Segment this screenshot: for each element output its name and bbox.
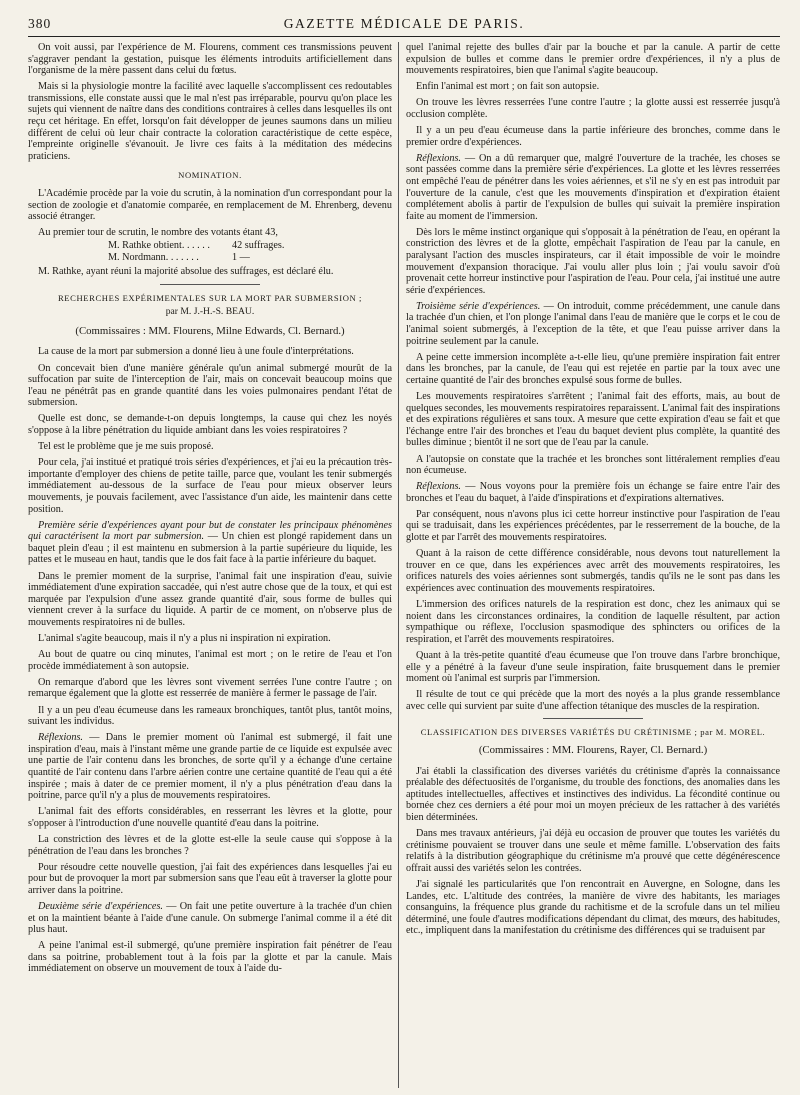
- paragraph-text: — On a dû remarquer que, malgré l'ouverture de la trachée, les choses se sont passées comme dans la première série d'expériences. La glotte et les lèvres resserrées ont empêché l'eau de pénétrer dans les voies aériennes, et s'il ne s'y en est pas introduit par l'ouverture de la canule, c'est que les mouvements d'inspiration et d'expiration étaient complétement abolis à partir de l'expulsion de bulles qui suivait la première inspiration faite au moment de l'immersion.: [406, 152, 780, 222]
- right-column: [406, 42, 780, 1088]
- paragraph: Il y a un peu d'eau écumeuse dans la partie inférieure des bronches, comme dans le premier ordre d'expériences.: [406, 125, 780, 148]
- paragraph: Les mouvements respiratoires s'arrêtent ; l'animal fait des efforts, mais, au bout de quelques secondes, les mouvements respiratoires reparaissent. L'animal fait des inspirations et des expirations régulières et sans toux. A mesure que cette expiration d'eau se fait et que l'échange entre l'air des bronches et l'eau du baquet devient plus complète, la quantité des bulles diminue ; bientôt il ne sort que de l'eau par la canule.: [406, 391, 780, 449]
- italic-lead: Troisième série d'expériences.: [416, 300, 541, 312]
- paragraph: Dès lors le même instinct organique qui s'opposait à la pénétration de l'eau, en opérant la constriction des lèvres et de la glotte, empêchait l'aspiration de l'eau par la canule, en paralysant l'action des muscles inspirateurs, car il était impossible de voir le moindre mouvement d'expansion thoracique. J'ai voulu aller plus loin ; j'ai voulu savoir d'où provenait cette horreur instinctive pour l'aspiration de l'eau. Pour cela, j'ai institué une autre série d'expériences.: [406, 226, 780, 296]
- paragraph: Au premier tour de scrutin, le nombre des votants étant 43,: [38, 227, 278, 239]
- paragraph: A l'autopsie on constate que la trachée et les bronches sont littéralement remplies d'eau non écumeuse.: [406, 453, 780, 477]
- paragraph: Enfin l'animal est mort ; on fait son autopsie.: [416, 81, 600, 93]
- paragraph-text: — On fait une petite ouverture à la trachée d'un chien et on la maintient béante à l'aide d'une canule. On submerge l'animal comme il a été dit plus haut.: [28, 900, 392, 936]
- paragraph: On voit aussi, par l'expérience de M. Flourens, comment ces transmissions peuvent s'aggraver pendant la gestation, puisque les éléments introduits artificiellement dans l'organisme de la mère passent dans celui du fœtus.: [28, 42, 392, 77]
- italic-lead: Réflexions.: [38, 732, 83, 744]
- paragraph-text: — On introduit, comme précédemment, une canule dans la trachée d'un chien, et l'on plonge l'animal dans l'eau de manière que le corps et le cou de l'animal soient submergés, à l'exception de la tête, et que l'eau puisse arriver dans la poitrine seulement par la canule.: [406, 300, 780, 347]
- paragraph-text: — Nous voyons pour la première fois un échange se faire entre l'air des bronches et l'eau du baquet, à l'aide d'inspirations et d'expirations alternatives.: [406, 481, 780, 504]
- italic-lead: Réflexions.: [416, 152, 461, 164]
- paragraph: [406, 481, 780, 504]
- paragraph: Quelle est donc, se demande-t-on depuis longtemps, la cause qui chez les noyés s'oppose à la libre pénétration du liquide ambiant dans les voies respiratoires ?: [28, 413, 392, 437]
- left-column: [28, 42, 392, 1088]
- section-title-nomination: NOMINATION.: [178, 170, 242, 181]
- paragraph: [28, 901, 392, 936]
- paragraph: La constriction des lèvres et de la glotte est-elle la seule cause qui s'oppose à la pénétration de l'eau dans les bronches ?: [28, 833, 392, 857]
- paragraph: On concevait bien d'une manière générale qu'un animal submergé mourût de la suffocation par suite de l'interception de l'air, mais on concevait beaucoup moins que l'eau ne pénétrât pas en grande quantité dans les voies pulmonaires pendant l'état de submersion.: [28, 362, 392, 409]
- section-title-classification: CLASSIFICATION DES DIVERSES VARIÉTÉS DU CRÉTINISME ; par M. MOREL.: [420, 727, 766, 738]
- section-author: par M. J.-H.-S. BEAU.: [165, 306, 255, 318]
- paragraph: Par conséquent, nous n'avons plus ici cette horreur instinctive pour l'aspiration de l'eau qui se traduisait, dans les expériences précédentes, par le resserrement de la bouche, de la glotte et par l'arrêt des mouvements respiratoires.: [406, 508, 780, 544]
- paragraph-text: — Dans le premier moment où l'animal est submergé, il fait une inspiration d'eau, mais à l'instant même une grande partie de ce liquide est expulsée avec une partie de l'air contenu dans les bronches, de sorte qu'il y a échange d'une certaine quantité de l'air contenu dans l'arbre aérien contre une certaine quantité de l'eau qui a été inspirée ; mais à dater de ce premier moment, il n'y a plus pénétration d'eau dans la poitrine, parce qu'il n'y a plus de mouvements respiratoires.: [28, 732, 392, 802]
- vote-row: [28, 252, 392, 264]
- paragraph: Pour cela, j'ai institué et pratiqué trois séries d'expériences, et j'ai eu la précaution très-importante d'employer des chiens de petite taille, parce que, voulant les tenir submergés immédiatement au-dessous de la surface de l'eau pour mieux observer leurs mouvements, je pouvais facilement, avec l'assistance d'un aide, les maintenir dans cette position.: [28, 457, 392, 515]
- paragraph: A peine cette immersion incomplète a-t-elle lieu, qu'une première inspiration fait entrer dans les bronches, par la canule, de l'eau qui est rejetée en partie par la toux avec une certaine quantité de l'air des bronches expulsé sous forme de bulles.: [406, 351, 780, 386]
- paragraph: L'animal fait des efforts considérables, en resserrant les lèvres et la glotte, pour s'opposer à l'introduction d'une nouvelle quantité d'eau dans la poitrine.: [28, 806, 392, 829]
- vote-count: 42 suffrages.: [232, 239, 285, 251]
- vote-row: [28, 240, 392, 252]
- paragraph: L'Académie procède par la voie du scrutin, à la nomination d'un correspondant pour la section de zoologie et d'anatomie comparée, en remplacement de M. Ehrenberg, devenu associé étranger.: [28, 188, 392, 223]
- paragraph: La cause de la mort par submersion a donné lieu à une foule d'interprétations.: [38, 346, 354, 358]
- paragraph: Il y a un peu d'eau écumeuse dans les rameaux bronchiques, tantôt plus, tantôt moins, suivant les individus.: [28, 704, 392, 728]
- paragraph: J'ai établi la classification des diverses variétés du crétinisme d'après la connaissance préalable des défectuosités de l'organisme, du trouble des fonctions, des anomalies dans les aptitudes intellectuelles, affectives et instinctives des individus. La fécondité continue ou bornée chez ces derniers a été pour moi un moyen précieux de les rattacher à des variétés bien déterminées.: [406, 765, 780, 823]
- commissioners-line: (Commissaires : MM. Flourens, Milne Edwards, Cl. Bernard.): [75, 324, 345, 337]
- paragraph: [406, 301, 780, 347]
- paragraph: A peine l'animal est-il submergé, qu'une première inspiration fait pénétrer de l'eau dans sa poitrine, probablement tout à la fois par la glotte et par la canule. Mais immédiatement on observe un mouvement de toux à l'aide du-: [28, 940, 392, 975]
- vote-count: 1 —: [232, 251, 250, 263]
- paragraph: [28, 732, 392, 802]
- section-rule: [543, 718, 643, 719]
- page-number: 380: [28, 16, 52, 31]
- paragraph: L'immersion des orifices naturels de la respiration est donc, chez les animaux qui se noient dans les circonstances ordinaires, la condition de laquelle résultent, par action sympathique ou réflexe, l'occlusion spasmodique des sphincters ou orifices de la respiration, et l'arrêt des mouvements respiratoires.: [406, 599, 780, 645]
- italic-lead: Première série d'expériences ayant pour but de constater les principaux phénomènes qui caractérisent la mort par submersion.: [28, 519, 392, 543]
- paragraph: Dans le premier moment de la surprise, l'animal fait une inspiration d'eau, suivie immédiatement d'une expiration saccadée, qui n'est autre chose que de la toux, et qui est marquée par l'expulsion d'une assez grande quantité d'air, sous forme de bulles qui viennent crever à la surface du liquide. A partir de ce moment, on n'observe plus de mouvements respiratoires ni de bulles.: [28, 570, 392, 628]
- paragraph: On remarque d'abord que les lèvres sont vivement serrées l'une contre l'autre ; on remarque également que la glotte est resserrée de manière à fermer le passage de l'air.: [28, 676, 392, 700]
- paragraph: [28, 520, 392, 566]
- paragraph: Au bout de quatre ou cinq minutes, l'animal est mort ; on le retire de l'eau et l'on procède immédiatement à son autopsie.: [28, 649, 392, 672]
- section-title-research: RECHERCHES EXPÉRIMENTALES SUR LA MORT PAR SUBMERSION ;: [57, 292, 363, 303]
- journal-title: GAZETTE MÉDICALE DE PARIS.: [283, 16, 525, 31]
- running-header: [28, 14, 780, 37]
- paragraph: quel l'animal rejette des bulles d'air par la bouche et par la canule. A partir de cette expulsion de bulles et comme dans le premier ordre d'expériences, il n'y a plus de mouvements respiratoires, bien que l'animal s'agite beaucoup.: [406, 42, 780, 77]
- commissioners-line: (Commissaires : MM. Flourens, Rayer, Cl. Bernard.): [478, 743, 708, 756]
- paragraph: Dans mes travaux antérieurs, j'ai déjà eu occasion de prouver que toutes les variétés du crétinisme pouvaient se trouver dans une seule et même famille. L'observation des faits relatifs à la distribution géographique du crétinisme m'a prouvé que cette dégénérescence offrait aussi des variétés selon les contrées.: [406, 828, 780, 874]
- paragraph: Il résulte de tout ce qui précède que la mort des noyés a la plus grande ressemblance avec celle qui survient par suite d'une affection tétanique des muscles de la respiration.: [406, 689, 780, 712]
- paragraph: On trouve les lèvres resserrées l'une contre l'autre ; la glotte aussi est resserrée jusqu'à occlusion complète.: [406, 97, 780, 120]
- paragraph: Quant à la raison de cette différence considérable, nous devons tout naturellement la trouver en ce que, dans les expériences avec arrêt des mouvements respiratoires, les orifices naturels des voies aériennes sont submergés, tandis qu'ils ne le sont pas dans les expériences avec continuation des mouvements respiratoires.: [406, 548, 780, 594]
- paragraph: Tel est le problème que je me suis proposé.: [38, 441, 214, 453]
- italic-lead: Réflexions.: [416, 481, 461, 493]
- paragraph: Quant à la très-petite quantité d'eau écumeuse que l'on trouve dans l'arbre bronchique, elle y a pénétré à la faveur d'une seule inspiration, faite brusquement dans le premier moment où l'animal est surpris par l'immersion.: [406, 649, 780, 685]
- paragraph: [406, 153, 780, 223]
- paragraph: L'animal s'agite beaucoup, mais il n'y a plus ni inspiration ni expiration.: [38, 633, 331, 645]
- paragraph: Mais si la physiologie montre la facilité avec laquelle s'accomplissent ces redoutables transmissions, elle constate aussi que le mal n'est pas irréparable, pourvu qu'on place les sujets qui viennent de naître dans des conditions contraires à celles dans lesquelles ils ont reçu cet héritage. En effet, lorsqu'on fait développer de jeunes saumons dans un milieu différent de celui où leur chair contracte la coloration caractéristique de cette espèce, l'empreinte originelle s'évanouit. Je livre ces faits à la méditation des médecins praticiens.: [28, 81, 392, 162]
- vote-candidate: M. Nordmann. . . . . . .: [108, 251, 199, 263]
- column-divider: [398, 42, 399, 1088]
- section-rule: [160, 284, 260, 285]
- paragraph: J'ai signalé les particularités que l'on rencontrait en Auvergne, en Sologne, dans les Landes, etc. L'altitude des contrées, la manière de vivre des habitants, les mariages consanguins, la fréquence plus grande du rachitisme et de la scrofule dans un tel milieu déterminé, une foule d'autres modifications dépendant du climat, des mœurs, des habitudes, etc., impliquent dans la manifestation du crétinisme des différences qui se traduisent par: [406, 878, 780, 937]
- italic-lead: Deuxième série d'expériences.: [38, 900, 163, 912]
- paragraph: Pour résoudre cette nouvelle question, j'ai fait des expériences dans lesquelles j'ai eu pour but de provoquer la mort par submersion sans que l'eau eût à traverser la glotte pour arriver dans la poitrine.: [28, 861, 392, 896]
- paragraph-text: — Un chien est plongé rapidement dans un baquet plein d'eau ; il est maintenu en submersion à la partie supérieure du liquide, les pattes et le museau en haut, tandis que le dos fait face à la partie inférieure du baquet.: [28, 531, 392, 566]
- paragraph: M. Rathke, ayant réuni la majorité absolue des suffrages, est déclaré élu.: [38, 266, 334, 278]
- vote-candidate: M. Rathke obtient. . . . . .: [108, 239, 210, 251]
